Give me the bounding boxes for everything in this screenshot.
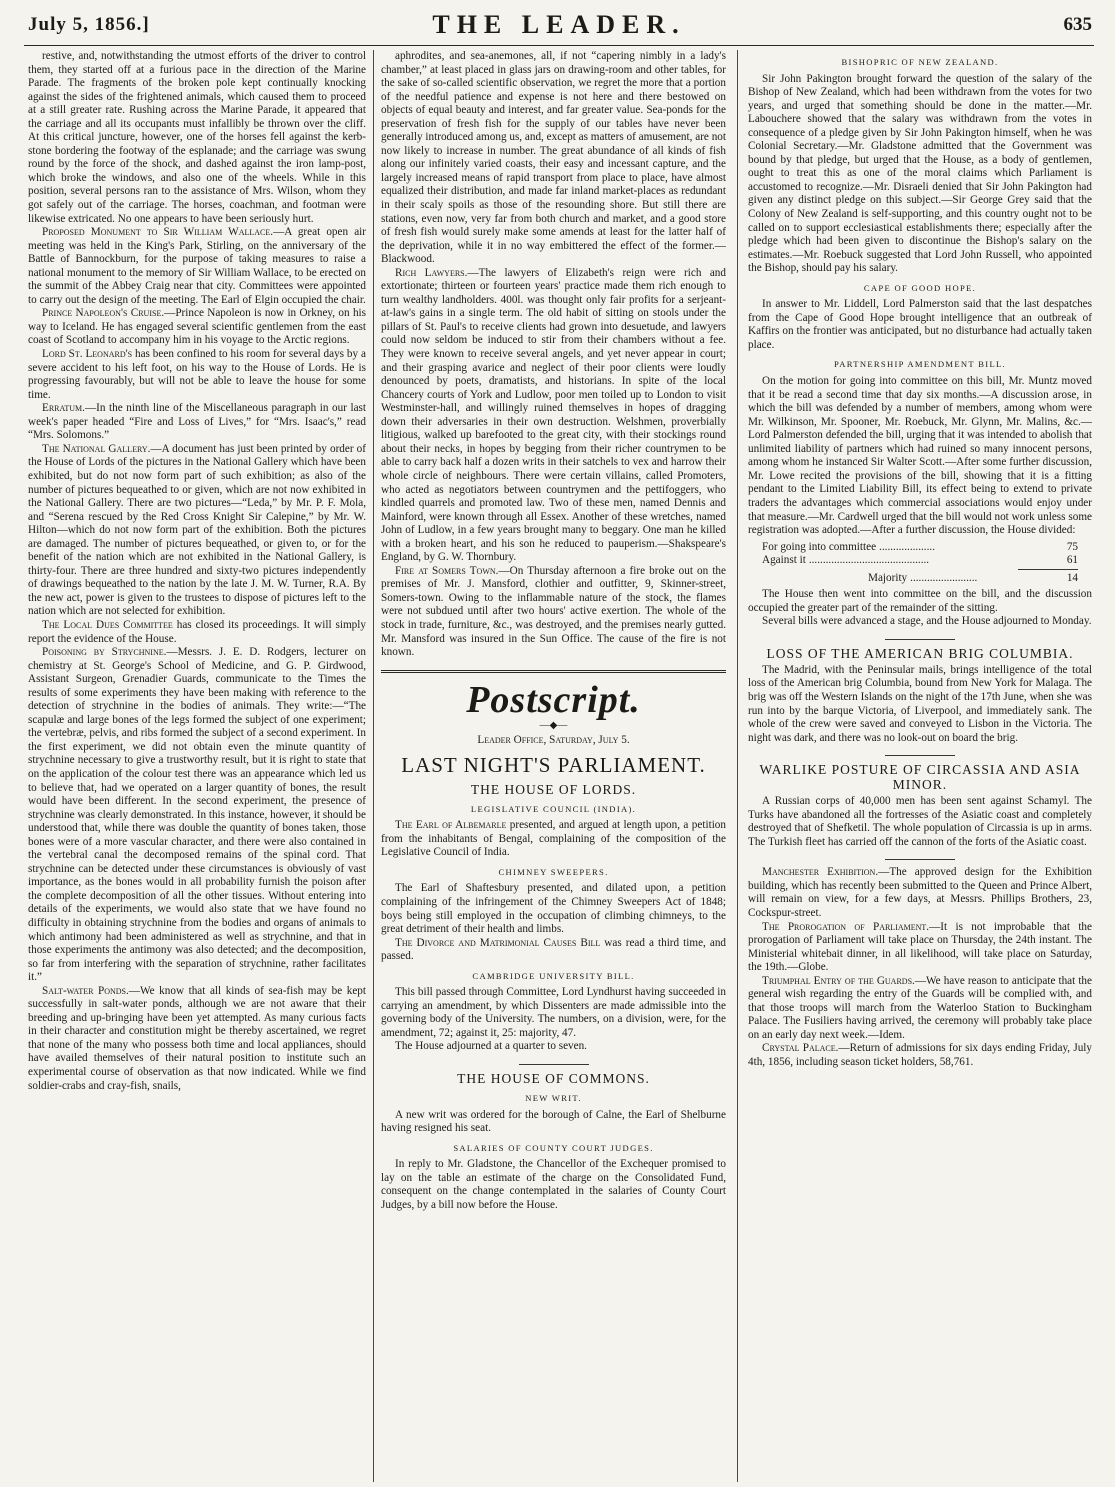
brig-columbia-article: The Madrid, with the Peninsular mails, brings intelligence of the total loss of the American brig Columbia, bound from New York for Malaga. The brig was off the Western Islands on the night of the 17th June, when she was run into by the barque Victoria, of Liverpool, and immediately sank. The whole of the crew were saved and conveyed to Lisbon in the Victoria. The night was dark, and there was no look-out on board the brig.: [748, 663, 1092, 744]
postscript-dateline: Leader Office, Saturday, July 5.: [477, 734, 630, 747]
postscript-heading: Postscript.: [466, 678, 641, 721]
subsection-heading: BISHOPRIC OF NEW ZEALAND.: [841, 57, 999, 67]
paragraph-text: was read a third time, and passed.: [381, 936, 726, 963]
article-paragraph: [381, 267, 726, 565]
column-separator: [373, 50, 374, 1482]
section-rule: [885, 639, 955, 640]
article-paragraph: [748, 1042, 1092, 1069]
article-paragraph: [748, 615, 1092, 629]
ornament-divider: —◆—: [539, 719, 568, 731]
leader-dots: ....................: [879, 540, 935, 553]
article-paragraph: [381, 565, 726, 660]
subsection-heading: PARTNERSHIP AMENDMENT BILL.: [833, 359, 1007, 370]
paragraph-text: —Prince Napoleon is now in Orkney, on his way to Iceland. He has engaged several scientific gentlemen from the east coast of Scotland to accompany him in his voyage to the Arctic regions.: [28, 307, 366, 347]
paragraph-text: has been confined to his room for several days by a severe accident to his left foot, on his way to the House of Lords. He is progressing favourably, but will not be able to leave the house for some time.: [28, 348, 366, 401]
brig-columbia-heading: LOSS OF THE AMERICAN BRIG COLUMBIA.: [766, 645, 1074, 661]
page-number: 635: [1063, 14, 1092, 35]
paragraph-lead: The National Gallery.: [42, 442, 151, 455]
article-paragraph: [381, 882, 726, 936]
column-3: [748, 50, 1092, 1480]
section-rule: [519, 1064, 589, 1065]
masthead-rule: [24, 45, 1094, 46]
article-paragraph: [381, 50, 726, 267]
paragraph-lead: Erratum.: [42, 402, 85, 415]
postscript-rule: [381, 670, 726, 673]
paragraph-lead: Rich Lawyers.: [395, 266, 468, 279]
sum-rule: [1018, 569, 1078, 570]
paragraph-text: aphrodites, and sea-anemones, all, if not “capering nimbly in a lady's chamber,” at least placed in glass jars on drawing-room and other tables, for the sake of so-called scientific observation, we regret the more that a portion of the needful patience and expense is not here and there bestowed on objects of equal beauty and interest, and far greater value. Sea-ponds for the preservation of fresh fish for the supply of our tables have never been generally introduced among us, and, except as matters of amusement, are not now likely to increase in number. The great abundance of all kinds of fish along our infinitely varied coasts, their easy and incessant capture, and the largely increased means of rapid transport from place to place, have almost equalized their distribution, and made far inland market-places as redundant in their scaly spoils as those of the resounding shore. But still there are stations, even now, very far from both church and market, and a good store of fresh fish would surely make some amends at least for the latter half of the deprivation, while it in no way embittered the effect of the former.—Blackwood.: [381, 50, 726, 266]
paragraph-lead: The Divorce and Matrimonial Causes Bill: [395, 936, 601, 949]
lords-report: [381, 803, 726, 1054]
paragraph-lead: Manchester Exhibition.: [762, 866, 879, 879]
commons-report-end: [748, 588, 1092, 629]
paragraph-lead: Lord St. Leonard's: [42, 348, 133, 361]
newspaper-title: THE LEADER.: [432, 10, 686, 39]
paragraph-text: —The lawyers of Elizabeth's reign were rich and extortionate; thirteen or fourteen years' practice made them rich enough to turn wealthy landholders. 400l. was thought only fair profits for a serjeant-at-law's gains in a single term. The old habit of sitting on stools under the pillars of St. Paul's to receive clients had grown into desuetude, and lawyers could now seldom be induced to stir from their chambers without a fee. They were known to receive several angels, and yet never appear in court; and their grasping avarice and neglect of their poor clients were loudly denounced by poets, dramatists, and historians. In spite of the local Chancery courts of York and Ludlow, poor men toiled up to London to visit Westminster-hall, and willingly ruined themselves in hopes of dragging down their adversaries in their own destruction. Welshmen, proverbially litigious, walked up barefooted to the great city, with their stockings round about their necks, in hopes by begging from their richer countrymen to be able to carry back half a dozen writs in their satchels to vex and harrow their whole circle of neighbours. There were certain villains, called Promoters, who acted as negotiators between countrymen and the pettifoggers, who kindled quarrels and promoted law. Two of these men, named Dennis and Mainford, were known through all Essex. Another of these wretches, named John of Ludlow, in a few years brought many to beggary. One man he killed with a broken heart, and his son he reduced to pauperism.—Shakspeare's England, by G. W. Thornbury.: [381, 266, 726, 564]
paragraph-lead: Prince Napoleon's Cruise.: [42, 307, 165, 320]
masthead: [24, 0, 1094, 40]
house-of-lords-heading: THE HOUSE OF LORDS.: [470, 781, 637, 797]
article-paragraph: [748, 921, 1092, 975]
article-paragraph: [28, 985, 366, 1093]
division-label: Majority: [868, 571, 908, 584]
division-value: 75: [1066, 540, 1078, 553]
paragraph-text: —A document has just been printed by order of the House of Lords of the pictures in the National Gallery which have been exhibited, but do not now form part of such exhibition; as also of the number of pictures bequeathed to or given, which are not now exhibited in the National Gallery. There are two pictures—“Leda,” by Mr. P. F. Mola, and “Serena rescued by the Red Cross Knight Sir Calepine,” by Mr. W. Hilton—which do not now form part of the exhibition. Both the pictures are damaged. The number of pictures bequeathed, or given to, or for the benefit of the nation which are not exhibited in the National Gallery, is thirty-four. There are three hundred and sixty-two pictures independently of drawings bequeathed to the nation by the late J. M. W. Turner, R.A. By the new act, power is given to the trustees to dispose of pictures left to the nation which are not selected for exhibition.: [28, 442, 366, 618]
column-2: [381, 50, 726, 1480]
paragraph-lead: Fire at Somers Town.: [395, 564, 499, 577]
paragraph-text: In answer to Mr. Liddell, Lord Palmerston said that the last despatches from the Cape of Good Hope brought intelligence that an outbreak of Kaffirs on the frontier was anticipated, but no disturbance had actually taken place.: [748, 298, 1092, 351]
commons-report-continued: [748, 56, 1092, 538]
paragraph-lead: Proposed Monument to Sir William Wallace.: [42, 226, 274, 239]
paragraph-text: A new writ was ordered for the borough of Calne, the Earl of Shelburne having resigned his seat.: [381, 1108, 726, 1135]
paragraph-text: This bill passed through Committee, Lord Lyndhurst having succeeded in carrying an amendment, by which Dissenters are made admissible into the governing body of the University. The numbers, on a division, were, for the amendment, 72; against it, 25: majority, 47.: [381, 986, 726, 1039]
paragraph-text: The House then went into committee on the bill, and the discussion occupied the greater part of the remainder of the sitting.: [748, 588, 1092, 614]
article-paragraph: [28, 50, 366, 226]
paragraph-text: —We have reason to anticipate that the general wish regarding the entry of the Guards will be complied with, and that those troops will march from the Waterloo Station to Buckingham Palace. The Fusiliers having arrived, the ceremony will probably take place on an early day next week.—Idem.: [748, 974, 1092, 1041]
paragraph-text: —Messrs. J. E. D. Rodgers, lecturer on chemistry at St. George's School of Medicine, and G. P. Girdwood, Assistant Surgeon, Grenadier Guards, communicate to the Times the results of some experiments they have been making with reference to the detection of strychnine in the bodies of animals. They write:—“The scapulæ and large bones of the legs formed the subject of one experiment; the vertebræ, pelvis, and ribs formed the subject of a second experiment. In the first experiment, we did not obtain even the minute quantity of strychnine necessary to give a trustworthy result, but it is right to state that on the application of the colour test there was an appearance which led us to believe that, had we operated on a larger quantity of bones, the result would have been different. In the second experiment, the presence of strychnine was clearly demonstrated. In this instance, however, it should be understood that, while there was double the quantity of bones taken, those bones were of a more vascular character, and there were also contained in the vertebral canal the decomposed remains of the spinal cord. That strychnine can be detected under these circumstances is obviously of vast importance, as the bones would in all probability furnish the poison after the complete decomposition of all the other tissues. Without entering into details of the experiments, we would also state that we have found no difficulty in obtaining strychnine from the bodies and organs of animals to which antimony had been administered as well as strychnine, and that in those experiments the antimony was also detected; and the decomposition, so far from interfering with the separation of strychnine, rather facilitates it.”: [28, 646, 366, 984]
paragraph-text: —Return of admissions for six days ending Friday, July 4th, 1856, including season ticket holders, 58,761.: [748, 1042, 1092, 1068]
issue-date: July 5, 1856.]: [28, 14, 150, 35]
article-paragraph: [28, 443, 366, 619]
circassia-heading: WARLIKE POSTURE OF CIRCASSIA AND ASIA MINOR.: [759, 762, 1081, 793]
article-paragraph: [381, 986, 726, 1040]
division-value: 61: [1066, 554, 1078, 567]
paragraph-text: In reply to Mr. Gladstone, the Chancellor of the Exchequer promised to lay on the table an estimate of the charge on the Consolidated Fund, consequent on the change contemplated in the salaries of County Court Judges, by a bill now before the House.: [381, 1158, 726, 1211]
paragraph-text: —The approved design for the Exhibition building, which has recently been submitted to the Queen and Prince Albert, will remain on view, for a few days, at Messrs. Phillips Brothers, 23, Cockspur-street.: [748, 866, 1092, 919]
section-rule: [885, 755, 955, 756]
paragraph-lead: Crystal Palace.: [762, 1042, 839, 1055]
paragraph-text: On the motion for going into committee on this bill, Mr. Muntz moved that it be read a second time that day six months.—A discussion arose, in which the bill was defended by a number of members, among whom were Mr. Wilkinson, Mr. Spooner, Mr. Roebuck, Mr. Glynn, Mr. Malins, &c.—Lord Palmerston defended the bill, urging that it was intended to abolish that unlimited liability of partners which had ruined so many innocent persons, among whom he instanced Sir Walter Scott.—After some further discussion, Mr. Lowe recited the provisions of the bill, showing that it is a fitting pendant to the Limited Liability Bill, its effect being to extend to private traders the advantages which commercial associations would enjoy under that measure.—Mr. Cardwell urged that the bill would not work unless some registration was adopted.—After a further discussion, the House divided:: [748, 375, 1092, 537]
paragraph-text: —It is not improbable that the prorogation of Parliament will take place on Thursday, the 24th instant. The Ministerial whitebait dinner, in all likelihood, will take place on Saturday, the 19th.—Globe.: [748, 920, 1092, 974]
subsection-heading: SALARIES OF COUNTY COURT JUDGES.: [453, 1142, 654, 1153]
article-paragraph: [381, 1158, 726, 1212]
miscellaneous-paragraphs: [748, 866, 1092, 1069]
division-label: Against it: [762, 554, 806, 567]
section-rule: [885, 859, 955, 860]
circassia-article: A Russian corps of 40,000 men has been sent against Schamyl. The Turks have abandoned all the fortresses of the Asiatic coast and completely destroyed that of Shefketil. The whole population of Circassia is up in arms. The Turkish fleet has carried off the cannon of the forts of the Asiatic coast.: [748, 795, 1092, 848]
article-paragraph: [28, 402, 366, 443]
division-value: 14: [1066, 571, 1078, 584]
article-paragraph: [28, 619, 366, 646]
paragraph-lead: Salt-water Ponds.: [42, 984, 129, 997]
article-paragraph: [748, 866, 1092, 920]
article-paragraph: [748, 975, 1092, 1043]
paragraph-text: —In the ninth line of the Miscellaneous paragraph in our last week's paper headed “Fire and Loss of Lives,” for “Mrs. Isaac's,” read “Mrs. Solomons.”: [28, 402, 366, 442]
paragraph-lead: Poisoning by Strychnine.: [42, 646, 167, 659]
article-paragraph: [381, 1109, 726, 1136]
paragraph-text: presented, and argued at length upon, a petition from the inhabitants of Bengal, complaining of the composition of the Legislative Council of India.: [381, 819, 726, 859]
paragraph-lead: The Local Dues Committee: [42, 618, 173, 631]
article-paragraph: [748, 375, 1092, 538]
paragraph-text: —A great open air meeting was held in the King's Park, Stirling, on the anniversary of the Battle of Bannockburn, for the purpose of taking measures to raise a national monument to the memory of Sir William Wallace, to be erected on the summit of the Abbey Craig near that city. Committees were appointed to carry out the design of the meeting. The Earl of Elgin occupied the chair.: [28, 226, 366, 306]
column-separator: [737, 50, 738, 1482]
article-paragraph: [381, 1040, 726, 1054]
paragraph-text: Sir John Pakington brought forward the question of the salary of the Bishop of New Zealand, which had been withdrawn from the votes for two years, and urged that something should be done in the matter.—Mr. Labouchere showed that the salary was withdrawn from the votes in consequence of a pledge given by Sir John Pakington himself, when he was Colonial Secretary.—Mr. Gladstone admitted that the Government was bound by that pledge, but urged that the House, as a body of gentlemen, ought to treat this as one of the moral claims which Parliament is accustomed to recognize.—Mr. Disraeli denied that Sir John Pakington had given any distinct pledge on this subject.—Sir George Grey said that the Colony of New Zealand is self-supporting, and this country ought not to be called on to support ecclesiastical establishments there; especially after the pledge which had been given to discontinue the Bishop's salary on the estimates.—Mr. Roebuck suggested that Lord John Russell, who appointed the Bishop, should pay his salary.: [748, 72, 1092, 275]
article-paragraph: [381, 937, 726, 964]
leader-dots: ........................: [910, 571, 978, 584]
article-paragraph: [748, 73, 1092, 276]
article-paragraph: [748, 298, 1092, 352]
subsection-heading: CHIMNEY SWEEPERS.: [498, 866, 609, 877]
paragraph-text: Several bills were advanced a stage, and the House adjourned to Monday.: [762, 615, 1092, 628]
paragraph-text: The Earl of Shaftesbury presented, and dilated upon, a petition complaining of the infringement of the Chimney Sweepers Act of 1848; boys being still employed in the occupation of climbing chimneys, to the great detriment of their health and limbs.: [381, 882, 726, 936]
commons-report: [381, 1092, 726, 1212]
division-row-against: [748, 554, 1092, 568]
column-2-articles: [381, 50, 726, 660]
subsection-heading: CAPE OF GOOD HOPE.: [863, 282, 977, 293]
article-paragraph: [28, 226, 366, 307]
division-label: For going into committee: [762, 540, 877, 553]
paragraph-lead: The Earl of Albemarle: [395, 819, 507, 832]
paragraph-text: restive, and, notwithstanding the utmost efforts of the driver to control them, they started off at a furious pace in the direction of the Marine Parade. The fragments of the broken pole kept continually knocking against the sides of the frightened animals, which caused them to proceed at a still greater rate. Rushing across the Marine Parade, it appeared that the carriage and all its occupants must infallibly be thrown over the cliff. At this critical juncture, however, one of the horses fell against the kerb-stone bordering the footway of the esplanade; and the carriage was swung round by the force of the shock, and dashed against the iron lamp-post, which broke the windows, and also one of the wheels. While in this position, several persons ran to the assistance of Mrs. Wilson, whom they got safely out of the carriage. The horses, coachman, and footman were likewise extricated. No one appears to have been seriously hurt.: [28, 50, 366, 225]
division-row-for: [748, 541, 1092, 555]
column-1: [28, 50, 366, 1480]
subsection-heading: LEGISLATIVE COUNCIL (INDIA).: [470, 803, 637, 814]
paragraph-text: —On Thursday afternoon a fire broke out on the premises of Mr. J. Mansford, clothier and outfitter, 9, Skinner-street, Somers-town. Owing to the inflammable nature of the stock, the flames were not subdued until after two hours' active exertion. The whole of the stock in trade, furniture, &c., was destroyed, and the premises nearly gutted. Mr. Mansford was insured in the Sun Office. The cause of the fire is not known.: [381, 564, 726, 659]
article-paragraph: [28, 307, 366, 348]
paragraph-lead: The Prorogation of Parliament.: [762, 920, 930, 933]
article-paragraph: [28, 646, 366, 985]
leader-dots: ...........................................: [808, 554, 930, 567]
division-table: [748, 541, 1092, 586]
paragraph-text: has closed its proceedings. It will simply report the evidence of the House.: [28, 618, 366, 645]
article-paragraph: [28, 348, 366, 402]
paragraph-text: The House adjourned at a quarter to seven.: [395, 1040, 587, 1053]
paragraph-text: —We know that all kinds of sea-fish may be kept successfully in salt-water ponds, although we are not aware that their breeding and up-bringing have been yet attempted. As many curious facts in their character and constitution might be thereby ascertained, we regret that none of the many who possess both time and local appliances, should have availed themselves of their natural position to institute such an experimental course of observation as that now indicated. While we find soldier-crabs and cray-fish, snails,: [28, 984, 366, 1092]
parliament-headline: LAST NIGHT'S PARLIAMENT.: [401, 752, 706, 777]
subsection-heading: NEW WRIT.: [525, 1093, 582, 1103]
house-of-commons-heading: THE HOUSE OF COMMONS.: [457, 1071, 650, 1086]
article-paragraph: [748, 588, 1092, 615]
article-paragraph: [381, 819, 726, 860]
subsection-heading: CAMBRIDGE UNIVERSITY BILL.: [472, 970, 635, 981]
division-row-majority: [748, 572, 1092, 586]
paragraph-lead: Triumphal Entry of the Guards.: [762, 974, 915, 987]
